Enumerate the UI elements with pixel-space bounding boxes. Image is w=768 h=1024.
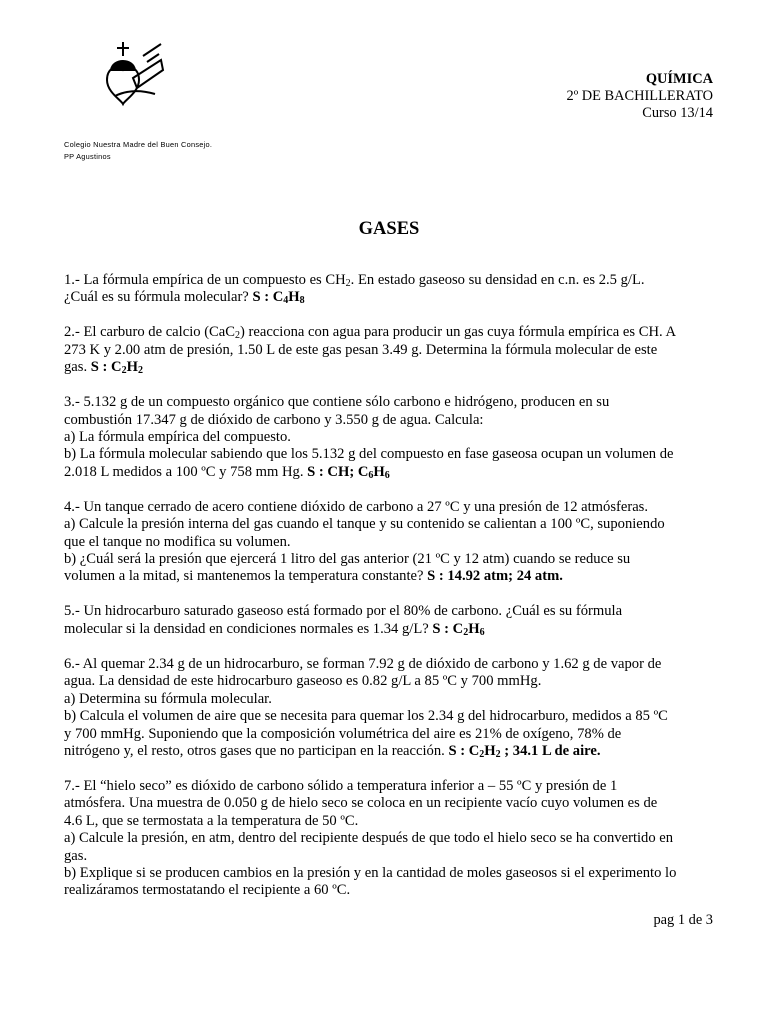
solution: S : $C_2H_6$ [432,620,485,638]
problem-text: 2.018 L medidos a 100 ºC y 758 mm Hg. [64,463,308,480]
problem-2 [64,324,724,376]
school-info [64,139,212,163]
page-number: pag 1 de 3 [653,912,713,928]
problem-text: ¿Cuál es su fórmula molecular? [64,289,253,306]
problem-text: 7.- El “hielo seco” es dióxido de carbono sólido a temperatura inferior a – 55 ºC y presión de 1 [64,777,618,794]
problem-text: b) La fórmula molecular sabiendo que los 5.132 g del compuesto en fase gaseosa ocupan un volumen de [64,446,674,463]
problem-text: volumen a la mitad, si mantenemos la temperatura constante? [64,568,428,585]
problem-text: molecular si la densidad en condiciones normales es 1.34 g/L? [64,620,433,637]
problem-text: que el tanque no modifica su volumen. [64,533,291,550]
problem-list [64,272,724,917]
school-name: Colegio Nuestra Madre del Buen Consejo. [64,140,213,149]
problem-text: realizáramos termostatando el recipiente a 60 ºC. [64,882,351,899]
problem-7 [64,778,724,900]
problem-text: nitrógeno y, el resto, otros gases que no participan en la reacción. [64,742,449,759]
problem-3 [64,394,724,481]
problem-text: 5.- Un hidrocarburo saturado gaseoso está formado por el 80% de carbono. ¿Cuál es su fórmula [64,603,623,620]
subject-label: QUÍMICA [645,71,713,87]
school-order: PP Agustinos [64,152,111,161]
course-label: Curso 13/14 [642,105,713,121]
problem-text: gas. [64,359,91,376]
problem-6 [64,656,724,760]
problem-text: gas. [64,847,88,864]
problem-4 [64,499,724,586]
problem-text: a) Determina su fórmula molecular. [64,690,272,707]
school-logo-icon [103,40,165,108]
subscript: 2 [235,330,240,342]
problem-text: b) Calcula el volumen de aire que se necesita para quemar los 2.34 g del hidrocarburo, medidos a 85 ºC [64,708,668,725]
problem-text: 4.- Un tanque cerrado de acero contiene dióxido de carbono a 27 ºC y una presión de 12 atmósferas. [64,498,649,515]
problem-text: . En estado gaseoso su densidad en c.n. es 2.5 g/L. [350,272,645,288]
problem-text: y 700 mmHg. Suponiendo que la composición volumétrica del aire es 21% de oxígeno, 78% de [64,725,622,742]
problem-text: b) Explique si se producen cambios en la presión y en la cantidad de moles gaseosos si el experimento lo [64,864,677,881]
problem-text: 2.- El carburo de calcio (CaC [64,324,235,341]
level-label: 2º DE BACHILLERATO [566,88,713,104]
solution: S : 14.92 atm; 24 atm. [427,568,563,585]
problem-text: 3.- 5.132 g de un compuesto orgánico que contiene sólo carbono e hidrógeno, producen en su [64,394,610,411]
problem-text: b) ¿Cuál será la presión que ejercerá 1 litro del gas anterior (21 ºC y 12 atm) cuando se reduce su [64,551,631,568]
solution: S : $C_2H_2$ [90,359,143,377]
subscript: 2 [345,278,351,289]
problem-text: combustión 17.347 g de dióxido de carbono y 3.550 g de agua. Calcula: [64,411,484,428]
solution: S : CH; $C_6H_6$ [307,463,390,481]
problem-text: ) reacciona con agua para producir un gas cuya fórmula empírica es CH. A [240,324,677,341]
header-info [567,71,714,122]
problem-1 [64,272,724,307]
page-title: GASES [358,219,420,239]
problem-text: atmósfera. Una muestra de 0.050 g de hielo seco se coloca en un recipiente vacío cuyo volumen es de [64,795,658,812]
problem-text: a) La fórmula empírica del compuesto. [64,429,291,446]
problem-text: 6.- Al quemar 2.34 g de un hidrocarburo, se forman 7.92 g de dióxido de carbono y 1.62 g de vapor de [64,655,662,672]
problem-5 [64,603,724,638]
solution: S : $C_2H_2$ ; 34.1 L de aire. [448,742,601,760]
problem-text: 1.- La fórmula empírica de un compuesto es CH [64,272,346,288]
problem-text: a) Calcule la presión interna del gas cuando el tanque y su contenido se calientan a 100 ºC, suponiendo [64,516,665,533]
problem-text: 4.6 L, que se termostata a la temperatura de 50 ºC. [64,812,359,829]
problem-text: a) Calcule la presión, en atm, dentro del recipiente después de que todo el hielo seco se ha convertido en [64,830,674,847]
solution: S : $C_4H_8$ [252,289,305,307]
problem-text: 273 K y 2.00 atm de presión, 1.50 L de este gas pesan 3.49 g. Determina la fórmula molecular de este [64,341,658,358]
problem-text: agua. La densidad de este hidrocarburo gaseoso es 0.82 g/L a 85 ºC y 700 mmHg. [64,673,542,690]
